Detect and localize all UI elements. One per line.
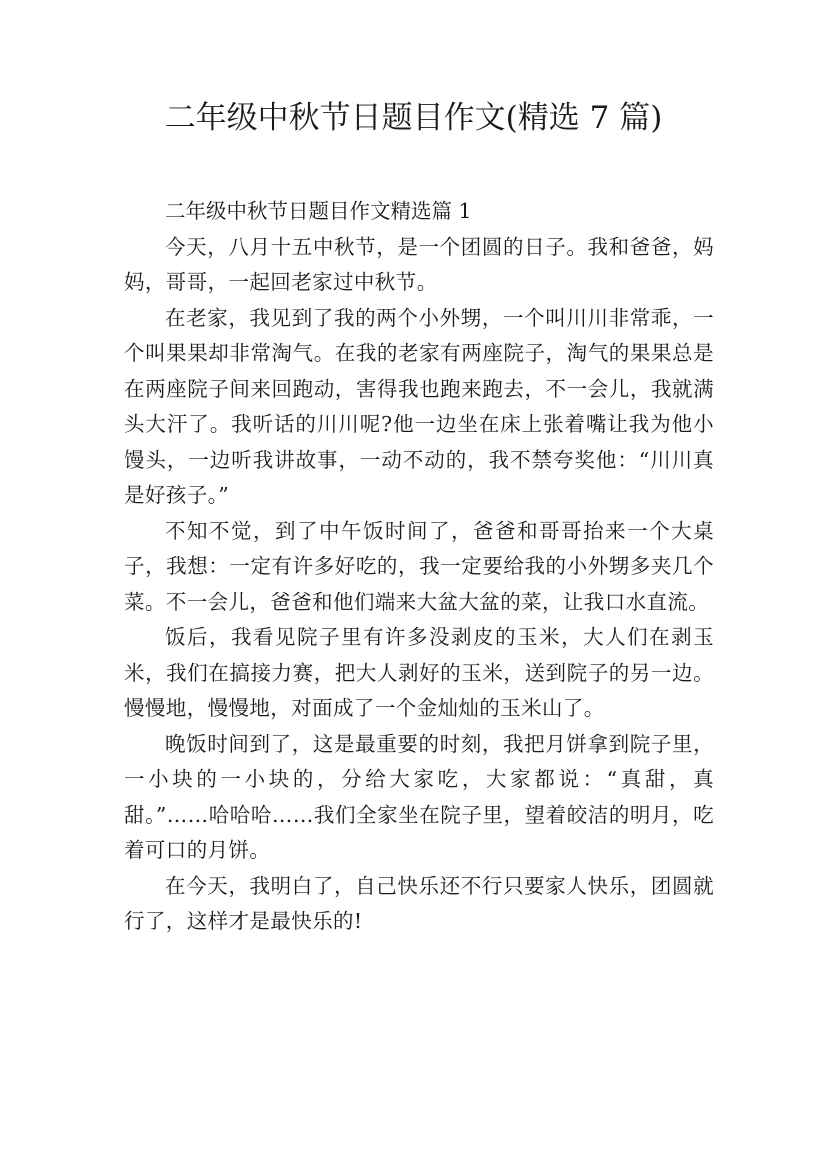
paragraph-1: 今天，八月十五中秋节，是一个团圆的日子。我和爸爸，妈妈，哥哥，一起回老家过中秋节。 bbox=[124, 234, 714, 294]
document-title: 二年级中秋节日题目作文(精选 7 篇) bbox=[164, 100, 663, 136]
paragraph-2: 在老家，我见到了我的两个小外甥，一个叫川川非常乖，一个叫果果却非常淘气。在我的老家有两座院子，淘气的果果总是在两座院子间来回跑动，害得我也跑来跑去，不一会儿，我就满头大汗了。我听话的川川呢?他一边坐在床上张着嘴让我为他小馒头，一边听我讲故事，一动不动的，我不禁夸奖他：“川川真是好孩子。” bbox=[124, 305, 714, 507]
paragraph-5: 晚饭时间到了，这是最重要的时刻，我把月饼拿到院子里，一小块的一小块的，分给大家吃，大家都说：“真甜，真甜。”……哈哈哈……我们全家坐在院子里，望着皎洁的明月，吃着可口的月饼。 bbox=[124, 731, 714, 862]
document-body bbox=[124, 194, 714, 940]
section-heading: 二年级中秋节日题目作文精选篇 1 bbox=[165, 199, 472, 223]
paragraph-4: 饭后，我看见院子里有许多没剥皮的玉米，大人们在剥玉米，我们在搞接力赛，把大人剥好的玉米，送到院子的另一边。慢慢地，慢慢地，对面成了一个金灿灿的玉米山了。 bbox=[124, 625, 714, 720]
paragraph-3: 不知不觉，到了中午饭时间了，爸爸和哥哥抬来一个大桌子，我想：一定有许多好吃的，我一定要给我的小外甥多夹几个菜。不一会儿，爸爸和他们端来大盆大盆的菜，让我口水直流。 bbox=[124, 518, 714, 614]
paragraph-6: 在今天，我明白了，自己快乐还不行只要家人快乐，团圆就行了，这样才是最快乐的! bbox=[124, 873, 714, 933]
